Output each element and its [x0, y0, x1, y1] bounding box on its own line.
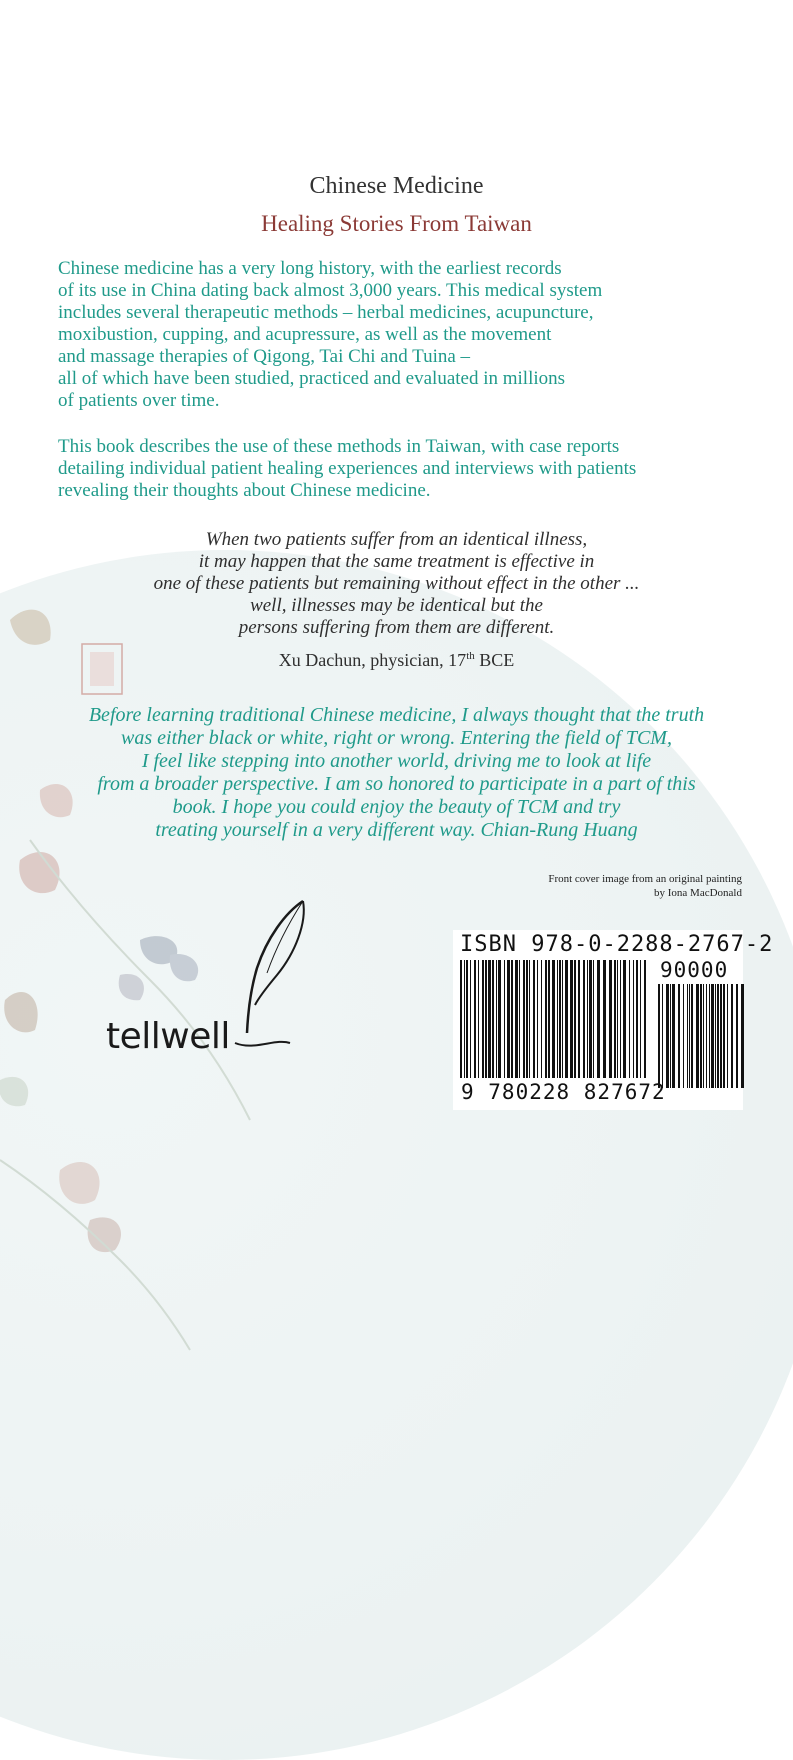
barcode-bar [593, 960, 594, 1078]
barcode-bar [629, 960, 630, 1078]
barcode-bar [478, 960, 479, 1078]
quote-line: it may happen that the same treatment is effective in [198, 551, 595, 572]
barcode-addon-bar [691, 984, 693, 1088]
barcode-bar [620, 960, 621, 1078]
barcode-bar [559, 960, 561, 1078]
barcode-bar [507, 960, 510, 1078]
description-paragraph-1 [58, 258, 758, 412]
barcode-bar [548, 960, 550, 1078]
barcode-bar [545, 960, 547, 1078]
barcode-bar [640, 960, 641, 1078]
testimony-line: was either black or white, right or wrong. Entering the field of TCM, [121, 727, 672, 749]
barcode-addon-bar [741, 984, 744, 1088]
barcode-addon-bar [711, 984, 714, 1088]
attribution-ordinal: th [466, 650, 475, 662]
barcode-bar [466, 960, 468, 1078]
barcode-addon-bar [670, 984, 671, 1088]
barcode-bar [504, 960, 505, 1078]
text-line: includes several therapeutic methods – herbal medicines, acupuncture, [58, 302, 594, 323]
barcode-bar [578, 960, 580, 1078]
barcode-bar [474, 960, 476, 1078]
barcode-bar [488, 960, 491, 1078]
barcode-addon-bar [703, 984, 704, 1088]
barcode-addon-bar [689, 984, 690, 1088]
price-code: 90000 [660, 958, 729, 982]
testimony-line: book. I hope you could enjoy the beauty of TCM and try [172, 796, 621, 818]
barcode-bar [589, 960, 592, 1078]
barcode-bar [552, 960, 555, 1088]
barcode-addon-bar [666, 984, 669, 1088]
barcode-bar [541, 960, 542, 1078]
quote-line: persons suffering from them are different. [238, 617, 555, 638]
quote-attribution [0, 650, 793, 671]
description-paragraph-2 [58, 436, 758, 502]
barcode-bar [523, 960, 525, 1078]
barcode-bar [623, 960, 626, 1078]
barcode-bar [470, 960, 471, 1078]
book-subtitle: Healing Stories From Taiwan [261, 211, 532, 236]
barcode-bar [533, 960, 535, 1078]
quote-line: one of these patients but remaining without effect in the other ... [153, 573, 640, 594]
barcode-bar [498, 960, 501, 1078]
physician-quote [0, 529, 793, 639]
text-line: moxibustion, cupping, and acupressure, as well as the movement [58, 324, 552, 345]
barcode-addon-bar [696, 984, 699, 1088]
attribution-main: Xu Dachun, physician, 17 [278, 650, 467, 670]
barcode-bar [570, 960, 573, 1078]
barcode-bar [603, 960, 606, 1078]
barcode-addon-bar [715, 984, 716, 1088]
barcode-bar [583, 960, 585, 1078]
barcode-addon-bar [672, 984, 675, 1088]
barcode-addon-bar [720, 984, 722, 1088]
barcode-bar [565, 960, 568, 1078]
barcode-addon-bar [736, 984, 738, 1088]
barcode-addon-bar [662, 984, 663, 1088]
barcode-bar [587, 960, 588, 1078]
testimony-quote [0, 704, 793, 842]
text-line: of its use in China dating back almost 3,000 years. This medical system [58, 280, 603, 301]
barcode-addon-bar [723, 984, 725, 1088]
barcode-bar [492, 960, 494, 1078]
barcode-bar [529, 960, 530, 1078]
barcode-bar [485, 960, 487, 1078]
quote-line: well, illnesses may be identical but the [250, 595, 543, 616]
isbn-label: ISBN 978-0-2288-2767-2 [460, 932, 774, 957]
barcode-addon-bar [658, 984, 660, 1088]
text-line: Chinese medicine has a very long history, with the earliest records [58, 258, 562, 279]
text-line: all of which have been studied, practiced and evaluated in millions [58, 368, 566, 389]
barcode-bar [557, 960, 558, 1078]
barcode-addon-bar [717, 984, 719, 1088]
text-line: detailing individual patient healing experiences and interviews with patients [58, 458, 637, 479]
text-line: and massage therapies of Qigong, Tai Chi and Tuina – [58, 346, 471, 367]
barcode-bar [609, 960, 612, 1078]
attribution-end: BCE [474, 650, 515, 670]
barcode-bar [464, 960, 465, 1078]
barcode-bar [537, 960, 538, 1078]
barcode-bar [614, 960, 616, 1078]
credit-line: by Iona MacDonald [654, 887, 742, 899]
barcode-addon-bar [709, 984, 710, 1088]
testimony-line: Before learning traditional Chinese medicine, I always thought that the truth [88, 704, 705, 726]
barcode-addon-bar [678, 984, 680, 1088]
barcode-bar [526, 960, 528, 1078]
barcode-bar [482, 960, 484, 1078]
barcode-bar [636, 960, 638, 1078]
barcode-addon-bar [706, 984, 707, 1088]
barcode-bar [597, 960, 600, 1078]
barcode-bar [574, 960, 576, 1078]
barcode-bar [644, 960, 646, 1088]
book-title: Chinese Medicine [309, 173, 484, 199]
testimony-line: from a broader perspective. I am so honored to participate in a part of this [97, 773, 696, 795]
barcode-bar [515, 960, 518, 1078]
quill-logo-icon [215, 893, 315, 1053]
barcode-addon-bar [700, 984, 702, 1088]
barcode-bar [496, 960, 497, 1078]
barcode-addon-bar [683, 984, 684, 1088]
cover-image-credit [548, 872, 742, 900]
barcode-addon-bar [687, 984, 688, 1088]
barcode-bar [617, 960, 618, 1078]
barcode-bar [633, 960, 634, 1078]
text-line: of patients over time. [58, 390, 220, 411]
barcode-bar [519, 960, 520, 1078]
quote-line: When two patients suffer from an identical illness, [205, 529, 588, 550]
publisher-logo: tellwell [106, 1016, 230, 1057]
credit-line: Front cover image from an original painting [548, 873, 742, 885]
barcode-bar [460, 960, 462, 1088]
text-line: revealing their thoughts about Chinese medicine. [58, 480, 431, 501]
ean-number: 9 780228 827672 [461, 1080, 666, 1104]
testimony-line: I feel like stepping into another world, driving me to look at life [141, 750, 652, 772]
barcode-addon-bar [731, 984, 733, 1088]
barcode-bar [511, 960, 513, 1078]
text-line: This book describes the use of these methods in Taiwan, with case reports [58, 436, 620, 457]
testimony-line: treating yourself in a very different way. Chian-Rung Huang [155, 819, 638, 841]
barcode-addon-bar [727, 984, 728, 1088]
barcode-bar [562, 960, 563, 1078]
